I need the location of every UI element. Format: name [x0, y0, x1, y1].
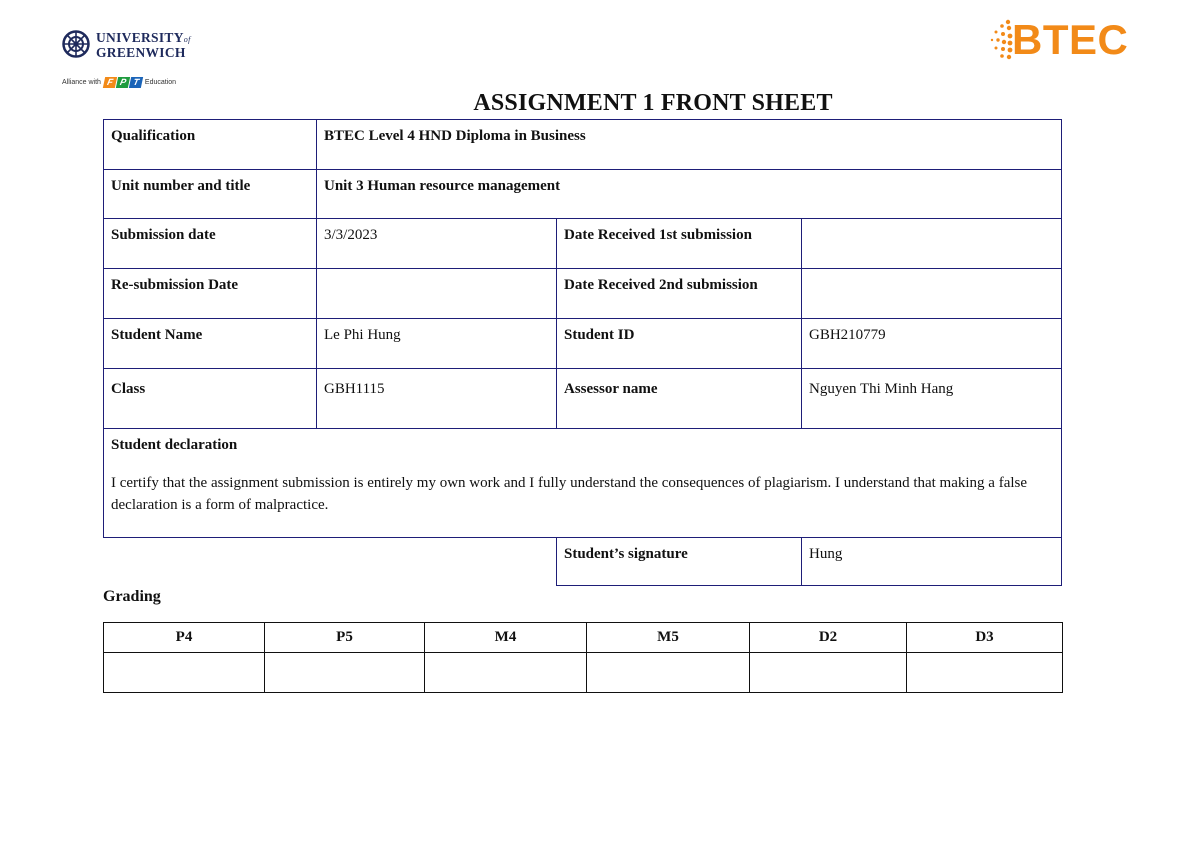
student-id-value: GBH210779	[802, 319, 1062, 369]
received-1-label: Date Received 1st submission	[557, 219, 802, 269]
grade-header-m4: M4	[425, 623, 587, 653]
unit-label: Unit number and title	[104, 170, 317, 219]
student-name-value: Le Phi Hung	[317, 319, 557, 369]
alliance-suffix: Education	[144, 79, 177, 86]
fpt-letter-f: F	[103, 77, 117, 88]
signature-value: Hung	[802, 538, 1062, 586]
grade-header-p5: P5	[265, 623, 425, 653]
assessor-value: Nguyen Thi Minh Hang	[802, 369, 1062, 429]
received-2-value	[802, 269, 1062, 319]
resubmission-value	[317, 269, 557, 319]
university-crest-icon	[62, 30, 90, 58]
fpt-letter-t: T	[129, 77, 143, 88]
grading-label: Grading	[103, 588, 161, 605]
qualification-label: Qualification	[104, 120, 317, 170]
signature-spacer	[104, 538, 557, 586]
received-1-value	[802, 219, 1062, 269]
signature-row	[104, 538, 1062, 586]
university-logo	[62, 30, 202, 90]
fpt-logo	[104, 77, 142, 88]
university-name: UNIVERSITYof GREENWICH	[96, 30, 191, 60]
grading-header-row	[104, 623, 1063, 653]
student-name-label: Student Name	[104, 319, 317, 369]
resubmission-label: Re-submission Date	[104, 269, 317, 319]
front-sheet-table	[103, 119, 1062, 586]
grade-header-d2: D2	[750, 623, 907, 653]
qualification-row	[104, 120, 1062, 170]
submission-date-value: 3/3/2023	[317, 219, 557, 269]
grade-header-p4: P4	[104, 623, 265, 653]
resubmission-row	[104, 269, 1062, 319]
grade-value-p5	[265, 653, 425, 693]
signature-label: Student’s signature	[557, 538, 802, 586]
received-2-label: Date Received 2nd submission	[557, 269, 802, 319]
grade-value-m5	[587, 653, 750, 693]
class-label: Class	[104, 369, 317, 429]
declaration-cell	[104, 429, 1062, 538]
btec-wordmark: BTEC	[1012, 16, 1129, 63]
grade-value-m4	[425, 653, 587, 693]
class-row	[104, 369, 1062, 429]
btec-dots-icon	[990, 18, 1014, 62]
fpt-letter-p: P	[116, 77, 130, 88]
student-row	[104, 319, 1062, 369]
class-value: GBH1115	[317, 369, 557, 429]
page-title: ASSIGNMENT 1 FRONT SHEET	[473, 90, 833, 116]
unit-value: Unit 3 Human resource management	[317, 170, 1062, 219]
btec-logo	[990, 14, 1140, 64]
declaration-title: Student declaration	[111, 437, 238, 453]
declaration-text: I certify that the assignment submission is entirely my own work and I fully understand the consequences of plagiarism. I understand that making a false declaration is a form of malpractice.	[111, 475, 1028, 513]
qualification-value: BTEC Level 4 HND Diploma in Business	[317, 120, 1062, 170]
submission-date-label: Submission date	[104, 219, 317, 269]
student-id-label: Student ID	[557, 319, 802, 369]
grade-value-d3	[907, 653, 1063, 693]
unit-row	[104, 170, 1062, 219]
fpt-alliance	[62, 77, 176, 88]
grade-value-p4	[104, 653, 265, 693]
grading-table	[103, 622, 1063, 693]
grade-value-d2	[750, 653, 907, 693]
declaration-row	[104, 429, 1062, 538]
alliance-prefix: Alliance with	[62, 79, 101, 86]
grading-value-row	[104, 653, 1063, 693]
grade-header-m5: M5	[587, 623, 750, 653]
grade-header-d3: D3	[907, 623, 1063, 653]
assessor-label: Assessor name	[557, 369, 802, 429]
submission-row	[104, 219, 1062, 269]
